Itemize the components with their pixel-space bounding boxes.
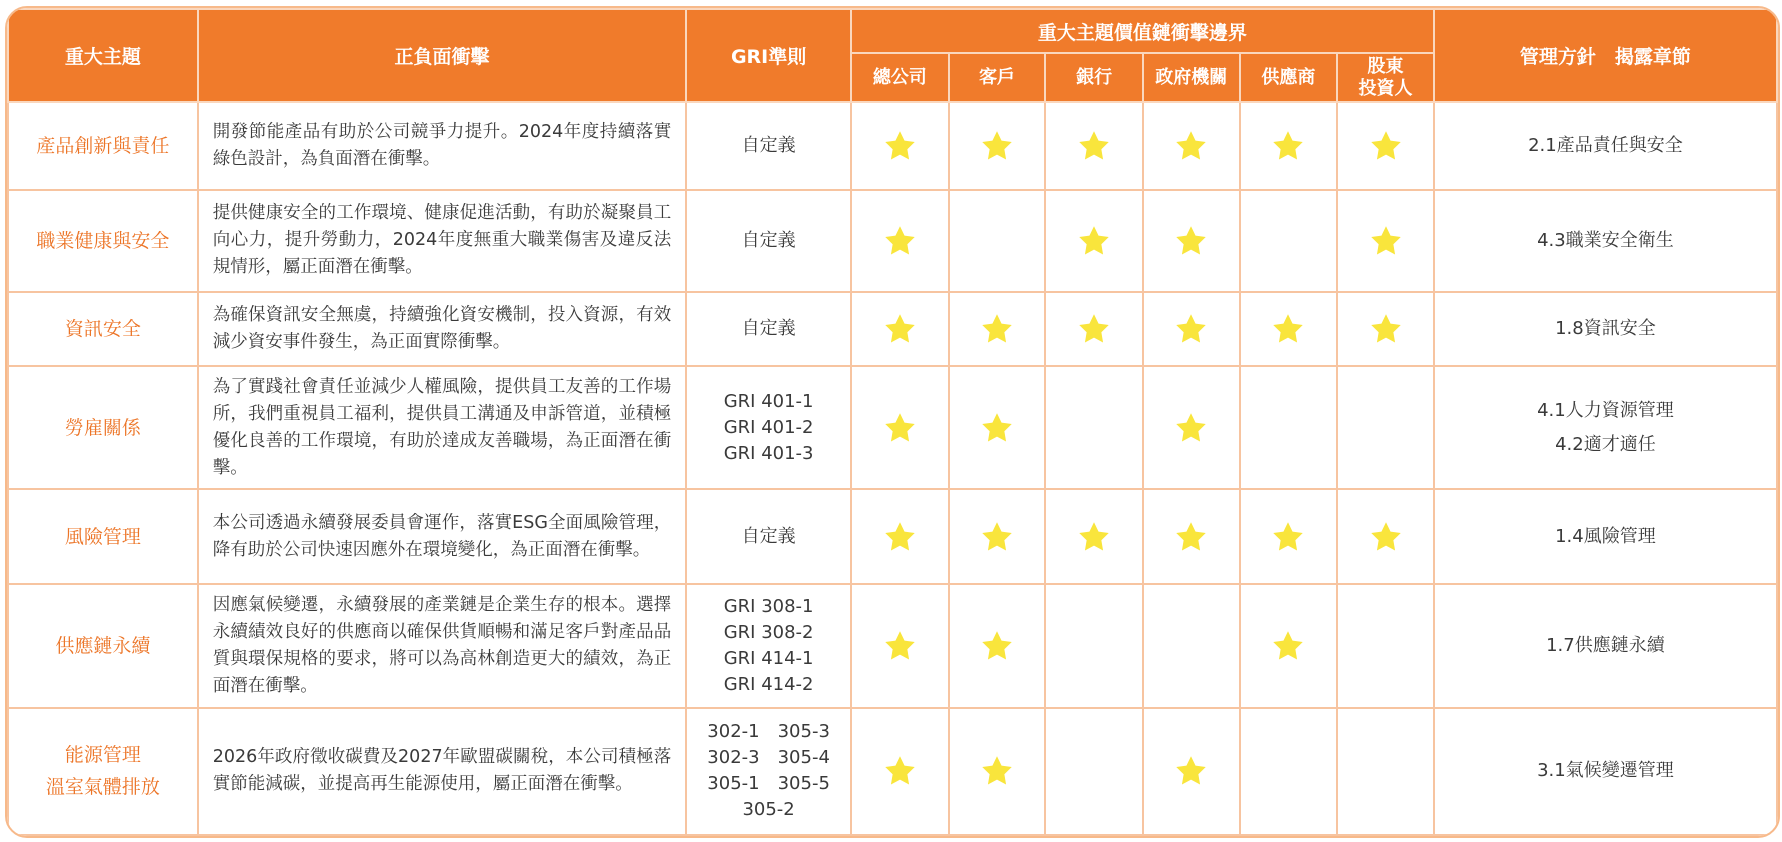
impact-description: 本公司透過永續發展委員會運作，落實ESG全面風險管理，降有助於公司快速因應外在環境變化，為正面潛在衝擊。 xyxy=(198,489,687,584)
gri-code: GRI 414-2 xyxy=(723,673,814,695)
star-icon xyxy=(980,520,1014,554)
boundary-cell xyxy=(1045,708,1143,835)
star-icon xyxy=(883,312,917,346)
topic-cell xyxy=(8,708,198,835)
impact-description: 為了實踐社會責任並減少人權風險，提供員工友善的工作場所，我們重視員工福利，提供員工溝通及申訴管道，並積極優化良善的工作環境，有助於達成友善職場，為正面潛在衝擊。 xyxy=(198,366,687,489)
boundary-cell xyxy=(851,292,949,367)
star-icon xyxy=(883,629,917,663)
boundary-cell xyxy=(1240,708,1338,835)
gri-code: GRI 308-2 xyxy=(723,621,814,643)
boundary-cell xyxy=(949,190,1046,292)
boundary-cell xyxy=(1337,102,1434,190)
gri-code: GRI 414-1 xyxy=(723,647,814,669)
boundary-cell xyxy=(1045,366,1143,489)
star-icon xyxy=(883,129,917,163)
gri-code: 自定義 xyxy=(741,229,796,251)
star-icon xyxy=(1174,224,1208,258)
boundary-cell xyxy=(949,708,1046,835)
boundary-cell xyxy=(851,102,949,190)
gri-code: GRI 308-1 xyxy=(723,595,814,617)
header-supplier: 供應商 xyxy=(1240,53,1338,102)
star-icon xyxy=(1369,129,1403,163)
header-gri: GRI準則 xyxy=(686,9,851,102)
topic-label: 溫室氣體排放 xyxy=(45,776,160,799)
header-management: 管理方針 揭露章節 xyxy=(1434,9,1777,102)
star-icon xyxy=(1077,520,1111,554)
star-icon xyxy=(1271,312,1305,346)
star-icon xyxy=(883,754,917,788)
impact-description: 2026年政府徵收碳費及2027年歐盟碳關稅，本公司積極落實節能減碳，並提高再生能源使用，屬正面潛在衝擊。 xyxy=(198,708,687,835)
boundary-cell xyxy=(851,489,949,584)
topic-cell xyxy=(8,292,198,367)
gri-code: 自定義 xyxy=(741,525,796,547)
boundary-cell xyxy=(1045,190,1143,292)
gri-code: GRI 401-1 xyxy=(723,390,814,412)
boundary-cell xyxy=(1045,489,1143,584)
topic-label: 能源管理 xyxy=(64,744,141,767)
gri-standard-cell xyxy=(686,292,851,367)
topic-cell xyxy=(8,102,198,190)
boundary-cell xyxy=(1240,584,1338,708)
table-row xyxy=(8,584,1777,708)
boundary-cell xyxy=(851,366,949,489)
chapter-label: 1.8資訊安全 xyxy=(1555,318,1656,340)
gri-standard-cell xyxy=(686,366,851,489)
star-icon xyxy=(980,754,1014,788)
star-icon xyxy=(883,224,917,258)
star-icon xyxy=(980,629,1014,663)
impact-description: 開發節能產品有助於公司競爭力提升。2024年度持續落實綠色設計，為負面潛在衝擊。 xyxy=(198,102,687,190)
topic-cell xyxy=(8,489,198,584)
star-icon xyxy=(1369,224,1403,258)
gri-standard-cell xyxy=(686,708,851,835)
star-icon xyxy=(1174,754,1208,788)
topic-cell xyxy=(8,366,198,489)
materiality-table-frame xyxy=(5,6,1780,838)
boundary-cell xyxy=(1143,489,1240,584)
star-icon xyxy=(1369,520,1403,554)
chapter-label: 4.1人力資源管理 xyxy=(1537,399,1674,421)
topic-label: 職業健康與安全 xyxy=(36,229,170,252)
disclosure-chapter-cell xyxy=(1434,489,1777,584)
impact-description: 提供健康安全的工作環境、健康促進活動，有助於凝聚員工向心力，提升勞動力，2024年度無重大職業傷害及違反法規情形，屬正面潛在衝擊。 xyxy=(198,190,687,292)
disclosure-chapter-cell xyxy=(1434,292,1777,367)
boundary-cell xyxy=(949,102,1046,190)
gri-standard-cell xyxy=(686,102,851,190)
gri-code: 305-2 xyxy=(742,799,795,821)
gri-code: 305-1 305-5 xyxy=(707,773,830,795)
table-row xyxy=(8,292,1777,367)
star-icon xyxy=(1271,129,1305,163)
header-shareholder-line1: 股東 xyxy=(1367,55,1404,77)
topic-label: 產品創新與責任 xyxy=(36,135,170,158)
boundary-cell xyxy=(1045,292,1143,367)
gri-code: 自定義 xyxy=(741,318,796,340)
star-icon xyxy=(883,411,917,445)
header-shareholder-line2: 投資人 xyxy=(1358,77,1413,99)
star-icon xyxy=(1271,629,1305,663)
star-icon xyxy=(1271,520,1305,554)
star-icon xyxy=(1369,312,1403,346)
gri-code: 302-3 305-4 xyxy=(707,747,830,769)
star-icon xyxy=(1174,129,1208,163)
boundary-cell xyxy=(1143,102,1240,190)
boundary-cell xyxy=(949,489,1046,584)
boundary-cell xyxy=(851,708,949,835)
star-icon xyxy=(1174,520,1208,554)
boundary-cell xyxy=(1143,366,1240,489)
star-icon xyxy=(1077,224,1111,258)
star-icon xyxy=(980,411,1014,445)
topic-label: 資訊安全 xyxy=(64,318,141,341)
gri-code: 自定義 xyxy=(741,135,796,157)
chapter-label: 1.7供應鏈永續 xyxy=(1546,634,1665,656)
table-row xyxy=(8,102,1777,190)
topic-cell xyxy=(8,584,198,708)
gri-code: GRI 401-3 xyxy=(723,442,814,464)
boundary-cell xyxy=(1143,708,1240,835)
chapter-label: 4.3職業安全衛生 xyxy=(1537,229,1674,251)
disclosure-chapter-cell xyxy=(1434,102,1777,190)
gri-code: GRI 401-2 xyxy=(723,416,814,438)
header-topic: 重大主題 xyxy=(8,9,198,102)
star-icon xyxy=(1077,312,1111,346)
disclosure-chapter-cell xyxy=(1434,366,1777,489)
star-icon xyxy=(1077,129,1111,163)
boundary-cell xyxy=(1045,584,1143,708)
boundary-cell xyxy=(851,584,949,708)
boundary-cell xyxy=(1240,102,1338,190)
boundary-cell xyxy=(1337,489,1434,584)
chapter-label: 4.2適才適任 xyxy=(1555,433,1656,455)
boundary-cell xyxy=(1337,366,1434,489)
topic-cell xyxy=(8,190,198,292)
boundary-cell xyxy=(1240,366,1338,489)
topic-label: 供應鏈永續 xyxy=(55,634,151,657)
gri-standard-cell xyxy=(686,190,851,292)
topic-label: 風險管理 xyxy=(64,525,141,548)
boundary-cell xyxy=(1240,292,1338,367)
gri-standard-cell xyxy=(686,489,851,584)
impact-description: 因應氣候變遷，永續發展的產業鏈是企業生存的根本。選擇永續績效良好的供應商以確保供貨順暢和滿足客戶對產品品質與環保規格的要求，將可以為高林創造更大的績效，為正面潛在衝擊。 xyxy=(198,584,687,708)
boundary-cell xyxy=(1240,489,1338,584)
table-row xyxy=(8,190,1777,292)
disclosure-chapter-cell xyxy=(1434,708,1777,835)
header-impact: 正負面衝擊 xyxy=(198,9,687,102)
boundary-cell xyxy=(1143,584,1240,708)
boundary-cell xyxy=(1337,190,1434,292)
table-row xyxy=(8,489,1777,584)
gri-code: 302-1 305-3 xyxy=(707,721,830,743)
header-shareholder xyxy=(1337,53,1434,102)
boundary-cell xyxy=(1143,190,1240,292)
boundary-cell xyxy=(1143,292,1240,367)
boundary-cell xyxy=(1045,102,1143,190)
boundary-cell xyxy=(1337,708,1434,835)
boundary-cell xyxy=(949,292,1046,367)
boundary-cell xyxy=(1337,292,1434,367)
chapter-label: 3.1氣候變遷管理 xyxy=(1537,760,1674,782)
gri-standard-cell xyxy=(686,584,851,708)
boundary-cell xyxy=(1337,584,1434,708)
star-icon xyxy=(1174,411,1208,445)
boundary-cell xyxy=(949,584,1046,708)
star-icon xyxy=(1174,312,1208,346)
materiality-table xyxy=(7,8,1778,836)
header-head-office: 總公司 xyxy=(851,53,949,102)
disclosure-chapter-cell xyxy=(1434,190,1777,292)
chapter-label: 1.4風險管理 xyxy=(1555,525,1656,547)
header-boundary: 重大主題價值鏈衝擊邊界 xyxy=(851,9,1434,53)
header-bank: 銀行 xyxy=(1045,53,1143,102)
topic-label: 勞雇關係 xyxy=(64,416,141,439)
chapter-label: 2.1產品責任與安全 xyxy=(1528,135,1683,157)
star-icon xyxy=(883,520,917,554)
boundary-cell xyxy=(851,190,949,292)
header-customer: 客戶 xyxy=(949,53,1046,102)
impact-description: 為確保資訊安全無虞，持續強化資安機制，投入資源，有效減少資安事件發生，為正面實際衝擊。 xyxy=(198,292,687,367)
star-icon xyxy=(980,312,1014,346)
star-icon xyxy=(980,129,1014,163)
boundary-cell xyxy=(949,366,1046,489)
boundary-cell xyxy=(1240,190,1338,292)
header-government: 政府機關 xyxy=(1143,53,1240,102)
table-row xyxy=(8,708,1777,835)
table-row xyxy=(8,366,1777,489)
disclosure-chapter-cell xyxy=(1434,584,1777,708)
